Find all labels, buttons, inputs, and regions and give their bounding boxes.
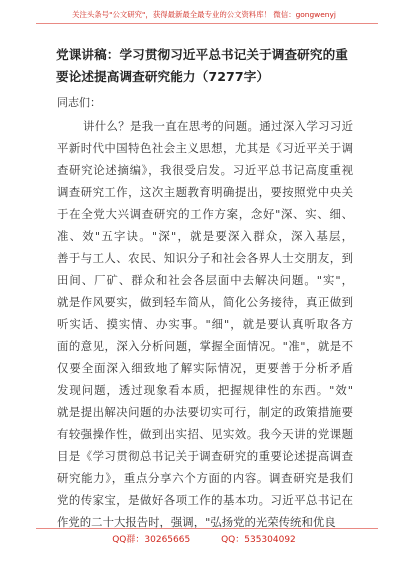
body-line: 讲什么？是我一直在思考的问题。通过深入学习习近 xyxy=(83,119,353,133)
salutation: 同志们： xyxy=(57,96,101,109)
body-line: 平新时代中国特色社会主义思想，尤其是《习近平关于调 xyxy=(57,141,353,155)
body-line: 仅要全面深入细致地了解实际情况，更要善于分析矛盾 xyxy=(57,361,353,375)
footer-divider xyxy=(36,528,378,529)
body-line: 目是《学习贯彻总书记关于调查研究的重要论述提高调查 xyxy=(57,449,353,463)
body-paragraph xyxy=(57,115,353,533)
document-title: 党课讲稿：学习贯彻习近平总书记关于调查研究的重要论述提高调查研究能力（7277字） xyxy=(56,47,348,84)
body-line: 党的传家宝，是做好各项工作的基本功。习近平总书记在 xyxy=(57,493,353,507)
footer-qq-group: QQ群：30265665 xyxy=(112,535,191,545)
body-line: 于在全党大兴调查研究的工作方案，念好"深、实、细、 xyxy=(57,207,353,221)
body-line: 听实话、摸实情、办实事。"细"，就是要认真听取各方 xyxy=(57,317,353,331)
body-line: 面的意见，深入分析问题，掌握全面情况。"准"，就是不 xyxy=(57,339,353,353)
body-line: 发现问题，透过现象看本质，把握规律性的东西。"效" xyxy=(57,383,353,397)
body-line: 作党的二十大报告时，强调，"弘扬党的光荣传统和优良 xyxy=(57,515,336,529)
body-line: 查研究论述摘编》，我很受启发。习近平总书记高度重视 xyxy=(57,163,353,177)
top-banner: 关注头条号"公文研究"，获得最新最全最专业的公文资料库！ 微信：gongwenyj xyxy=(72,10,336,19)
footer xyxy=(0,532,408,545)
body-line: 有较强操作性，做到出实招、见实效。我今天讲的党课题 xyxy=(57,427,353,441)
body-line: 就是提出解决问题的办法要切实可行，制定的政策措施要 xyxy=(57,405,353,419)
body-line: 田间、厂矿、群众和社会各层面中去解决问题。"实"， xyxy=(57,273,353,287)
body-line: 准、效"五字诀。"深"，就是要深入群众，深入基层， xyxy=(57,229,353,243)
body-line: 就是作风要实，做到轻车简从，简化公务接待，真正做到 xyxy=(57,295,353,309)
footer-qq: QQ：535304092 xyxy=(221,535,296,545)
body-line: 善于与工人、农民、知识分子和社会各界人士交朋友，到 xyxy=(57,251,353,265)
header-divider xyxy=(36,23,378,24)
body-line: 研究能力》，重点分享六个方面的内容。调查研究是我们 xyxy=(57,471,353,485)
body-line: 调查研究工作，这次主题教育明确提出，要按照党中央关 xyxy=(57,185,353,199)
